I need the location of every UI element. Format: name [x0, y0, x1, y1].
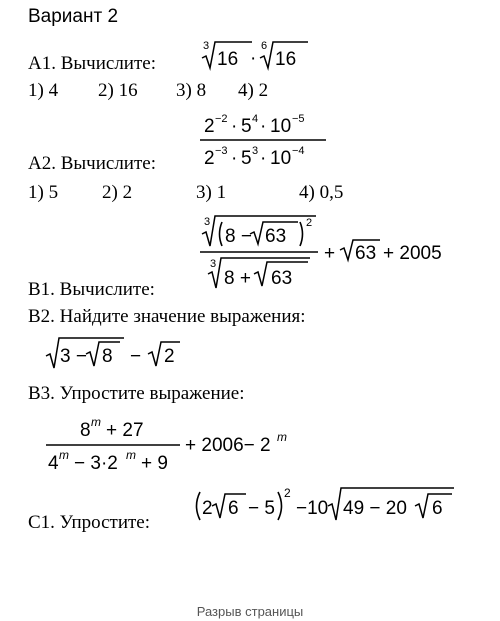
task-a2-option-4: 4) 0,5 [299, 182, 344, 203]
task-a1-option-2: 2) 16 [98, 80, 138, 101]
svg-text:m: m [91, 415, 101, 429]
task-a1-label: А1. Вычислите: [28, 53, 156, 74]
svg-text:5: 5 [241, 148, 252, 169]
svg-text:−4: −4 [292, 145, 305, 157]
task-a2-label: А2. Вычислите: [28, 153, 156, 174]
svg-text:2: 2 [202, 498, 213, 519]
svg-text:16: 16 [275, 49, 297, 70]
svg-text:+: + [324, 243, 336, 264]
svg-text:4: 4 [252, 113, 259, 125]
svg-text:m: m [277, 430, 287, 444]
svg-text:−: − [130, 346, 142, 367]
svg-text:2: 2 [306, 217, 313, 229]
svg-text:·: · [250, 48, 257, 69]
svg-text:2: 2 [164, 346, 175, 367]
svg-text:+ 27: + 27 [106, 420, 144, 441]
svg-text:63: 63 [271, 268, 293, 289]
svg-text:2: 2 [204, 148, 215, 169]
svg-text:6: 6 [228, 498, 239, 519]
svg-text:8 +: 8 + [224, 268, 251, 289]
svg-text:8: 8 [80, 420, 91, 441]
svg-text:·: · [231, 148, 238, 169]
svg-text:+ 2006− 2: + 2006− 2 [185, 435, 271, 456]
task-b1-expression [198, 212, 460, 294]
task-b1-label: В1. Вычислите: [28, 279, 155, 300]
svg-text:3 −: 3 − [60, 346, 87, 367]
svg-text:6: 6 [432, 498, 443, 519]
task-a2-expression [198, 110, 330, 172]
svg-text:8: 8 [102, 346, 113, 367]
svg-text:49 − 20: 49 − 20 [343, 498, 407, 519]
svg-text:3: 3 [204, 216, 211, 228]
task-a1-expression [200, 38, 310, 74]
task-c1-expression [190, 484, 460, 526]
svg-text:·: · [260, 116, 267, 137]
svg-text:6: 6 [261, 40, 268, 52]
task-b3-expression [44, 414, 334, 476]
svg-text:63: 63 [355, 243, 377, 264]
svg-text:16: 16 [217, 49, 239, 70]
task-a1-option-4: 4) 2 [238, 80, 269, 101]
svg-text:m: m [126, 448, 136, 462]
task-a2-option-2: 2) 2 [102, 182, 133, 203]
svg-text:2: 2 [284, 486, 291, 500]
task-a1-option-3: 3) 8 [176, 80, 207, 101]
svg-text:−2: −2 [215, 113, 228, 125]
svg-text:− 5: − 5 [248, 498, 275, 519]
svg-text:2: 2 [204, 116, 215, 137]
svg-text:63: 63 [265, 226, 287, 247]
task-a2-option-1: 1) 5 [28, 182, 59, 203]
svg-text:3: 3 [203, 40, 210, 52]
svg-text:3: 3 [252, 145, 259, 157]
svg-text:− 3·2: − 3·2 [74, 453, 118, 474]
svg-text:−3: −3 [215, 145, 228, 157]
svg-text:−10: −10 [296, 498, 329, 519]
task-b2-label: В2. Найдите значение выражения: [28, 306, 306, 327]
task-b2-expression [44, 334, 194, 372]
task-b3-label: В3. Упростите выражение: [28, 383, 245, 404]
svg-text:−5: −5 [292, 113, 305, 125]
task-a2-option-3: 3) 1 [196, 182, 227, 203]
svg-text:+ 9: + 9 [141, 453, 168, 474]
svg-text:+ 2005: + 2005 [383, 243, 442, 264]
svg-text:4: 4 [48, 453, 59, 474]
svg-text:8 −: 8 − [225, 226, 252, 247]
page-break-label: Разрыв страницы [196, 604, 304, 619]
svg-text:10: 10 [270, 148, 292, 169]
svg-text:3: 3 [210, 258, 217, 270]
svg-text:10: 10 [270, 116, 292, 137]
task-a1-option-1: 1) 4 [28, 80, 59, 101]
variant-title: Вариант 2 [28, 6, 119, 27]
task-c1-label: С1. Упростите: [28, 512, 151, 533]
svg-text:·: · [260, 148, 267, 169]
svg-text:5: 5 [241, 116, 252, 137]
svg-text:m: m [59, 448, 69, 462]
svg-text:·: · [231, 116, 238, 137]
